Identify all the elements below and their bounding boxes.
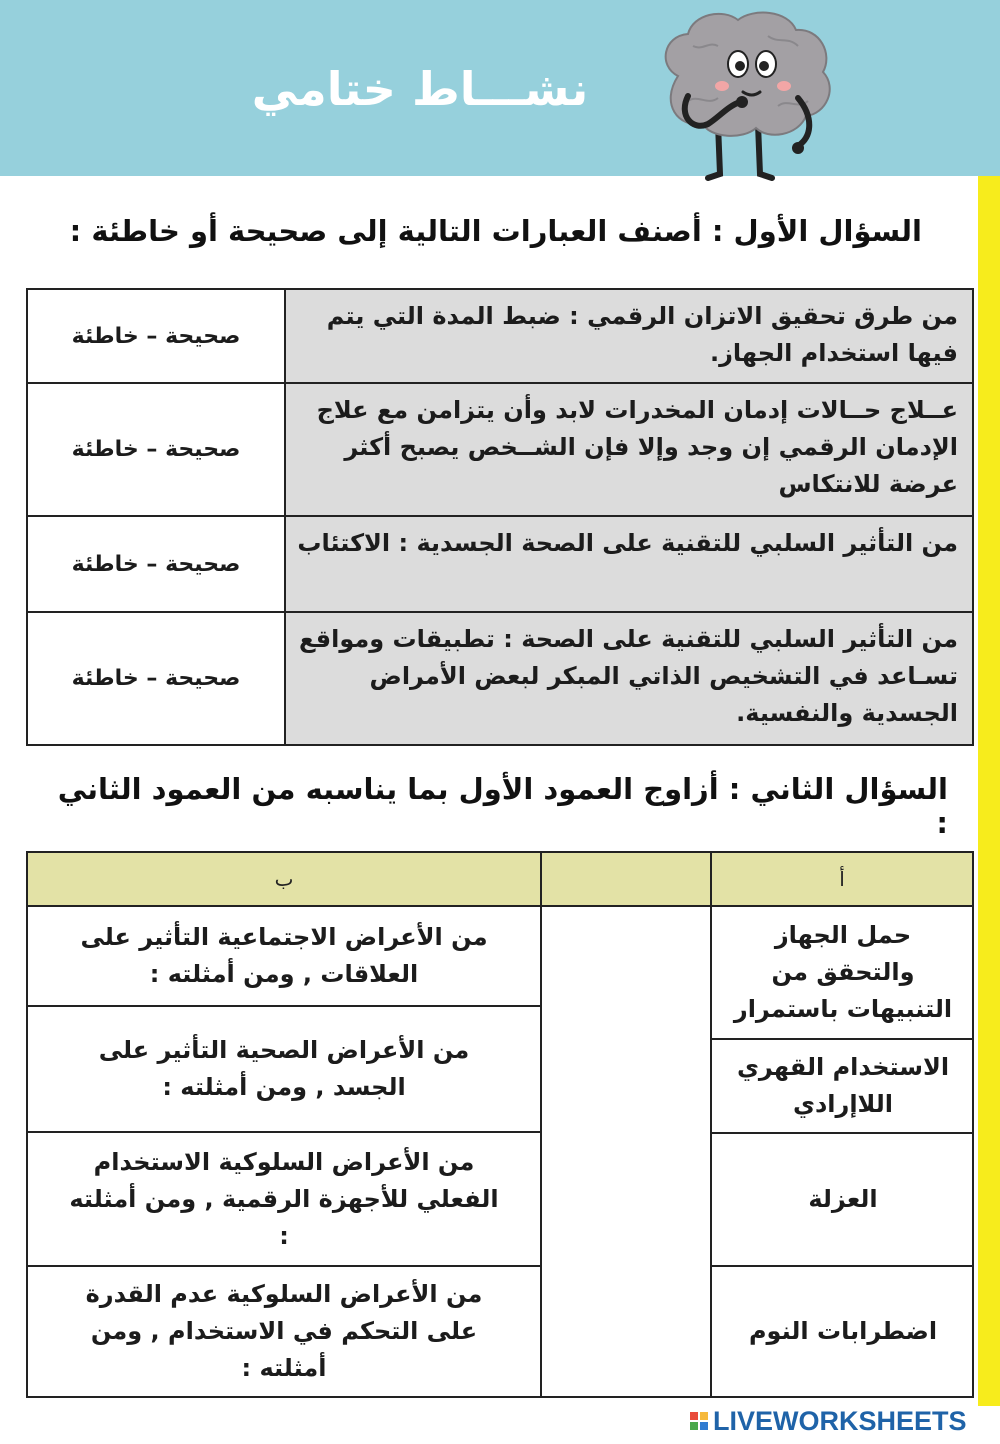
table-row [26, 288, 974, 384]
column-a-header: أ [710, 853, 972, 905]
answer-choice[interactable]: صحيحة – خاطئة [71, 323, 241, 349]
column-a-item[interactable]: اضطرابات النوم [748, 1317, 938, 1345]
column-b-item[interactable]: من الأعراض السلوكية عدم القدرة على التحكم في الاستخدام , ومن أمثلته : [85, 1280, 483, 1382]
table-row [26, 517, 974, 613]
matching-answer-area[interactable] [540, 907, 710, 1396]
statement-cell: من التأثير السلبي للتقنية على الصحة : تطبيقات ومواقع تسـاعد في التشخيص الذاتي المبكر لبعض الأمراض الجسدية والنفسية. [284, 613, 972, 744]
brain-mascot-icon [648, 6, 838, 181]
logo-blocks-icon [690, 1412, 708, 1430]
matching-table [26, 851, 974, 1398]
header-banner [0, 0, 1000, 176]
brand-name: LIVEWORKSHEETS [713, 1405, 967, 1436]
page-title: نشـــاط ختامي [251, 62, 589, 116]
answer-choice[interactable]: صحيحة – خاطئة [71, 666, 241, 691]
liveworksheets-logo[interactable] [690, 1404, 990, 1438]
true-false-table [26, 288, 974, 746]
answer-choice[interactable]: صحيحة – خاطئة [71, 551, 241, 577]
table-row [26, 384, 974, 517]
column-a-item[interactable]: العزلة [712, 1134, 974, 1267]
column-a [710, 907, 972, 1396]
answer-choice[interactable]: صحيحة – خاطئة [71, 437, 241, 462]
column-b-item[interactable]: من الأعراض السلوكية الاستخدام الفعلي للأجهزة الرقمية , ومن أمثلته : [28, 1133, 540, 1267]
statement-cell: عــلاج حــالات إدمان المخدرات لابد وأن يتزامن مع علاج الإدمان الرقمي إن وجد وإلا فإن الشــخص يصبح أكثر عرضة للانتكاس [284, 384, 972, 515]
question-1-title: السؤال الأول : أصنف العبارات التالية إلى صحيحة أو خاطئة : [69, 214, 922, 248]
side-accent-bar [978, 176, 1000, 1406]
answer-column-header [540, 853, 710, 905]
column-b-item[interactable]: من الأعراض الاجتماعية التأثير على العلاقات , ومن أمثلته : [28, 907, 540, 1007]
column-b [28, 907, 540, 1396]
statement-cell: من طرق تحقيق الاتزان الرقمي : ضبط المدة التي يتم فيها استخدام الجهاز. [284, 290, 972, 382]
matching-header-row [28, 853, 972, 907]
column-a-item[interactable]: حمل الجهاز والتحقق من التنبيهات باستمرار [712, 907, 974, 1040]
column-b-header: ب [274, 867, 294, 891]
question-2-title: السؤال الثاني : أزاوج العمود الأول بما يناسبه من العمود الثاني : [57, 772, 948, 840]
column-b-item[interactable]: من الأعراض الصحية التأثير على الجسد , ومن أمثلته : [28, 1007, 540, 1133]
statement-cell: من التأثير السلبي للتقنية على الصحة الجسدية : الاكتئاب [284, 517, 972, 611]
table-row [26, 613, 974, 746]
column-a-item[interactable]: الاستخدام القهري اللاإرادي [712, 1040, 974, 1134]
